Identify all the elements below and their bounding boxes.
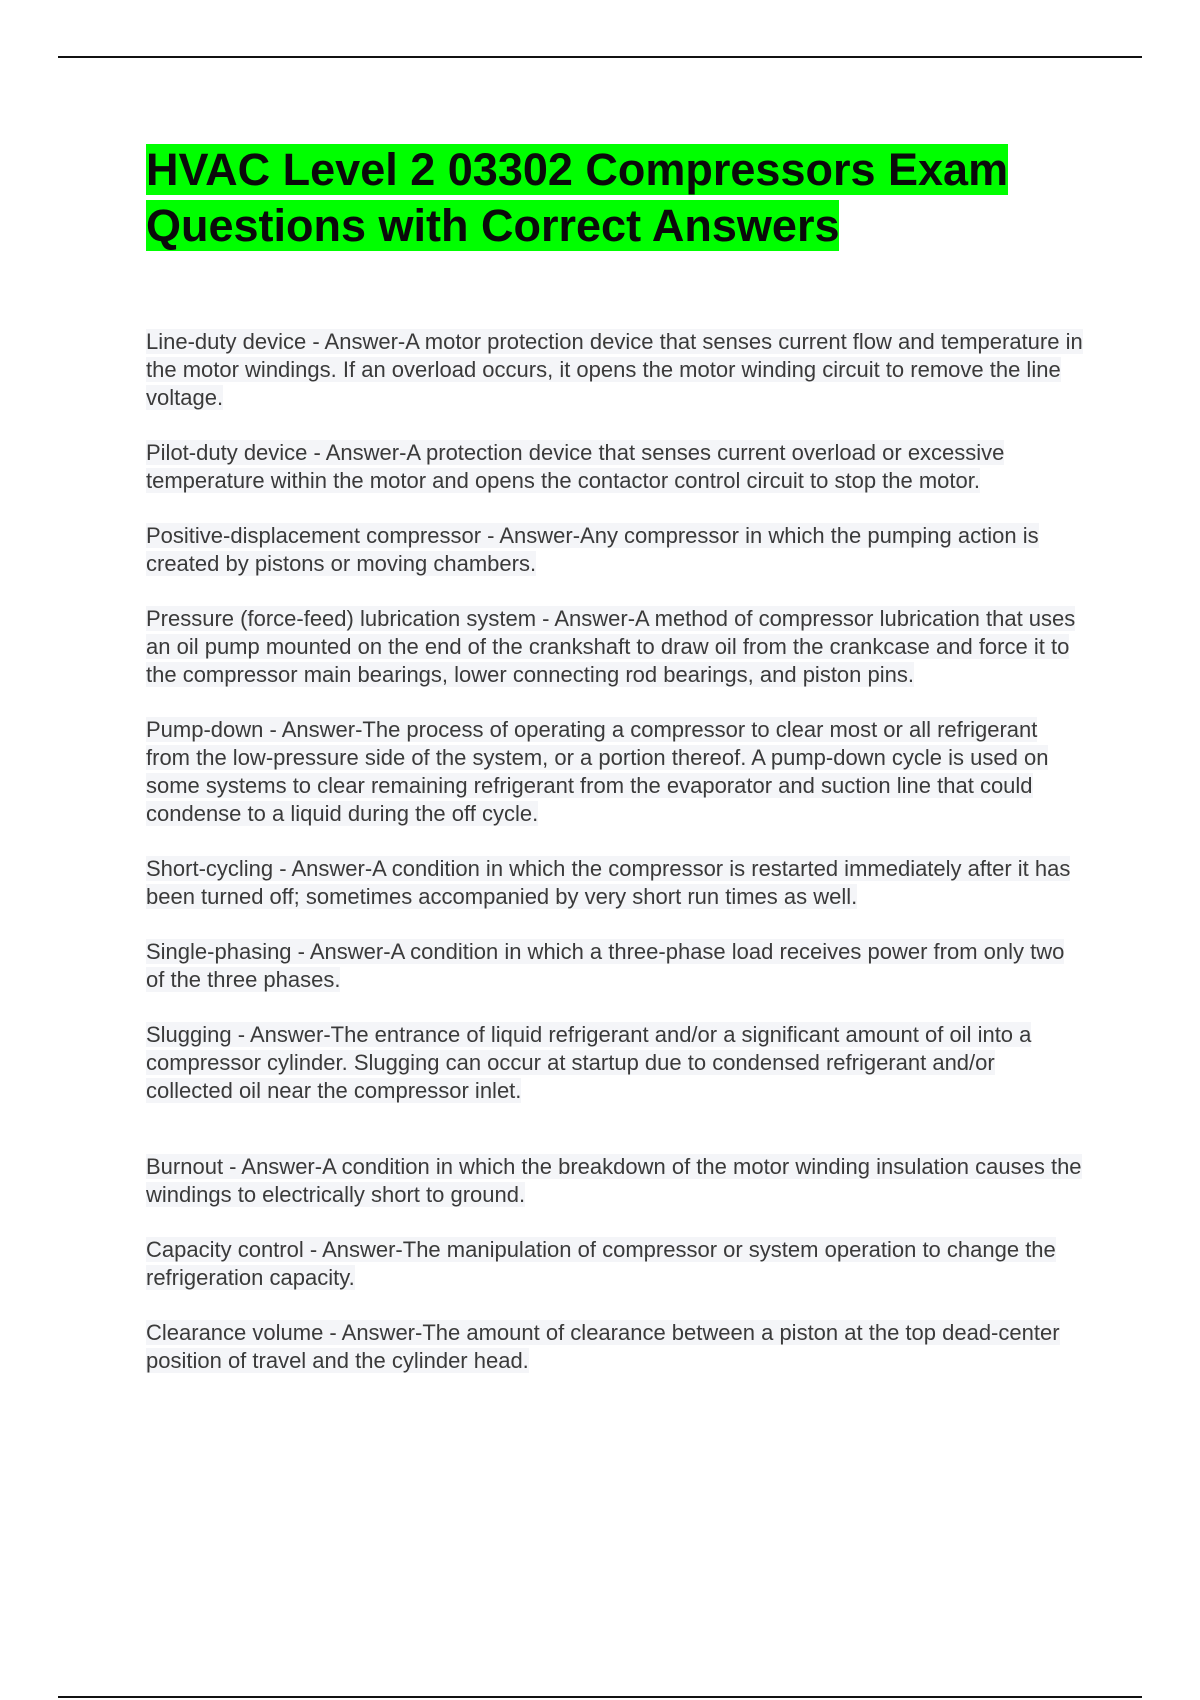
definition-text: Single-phasing - Answer-A condition in which a three-phase load receives power from only two of the three phases.	[146, 939, 1065, 992]
definition-text: Burnout - Answer-A condition in which the breakdown of the motor winding insulation causes the windings to electrically short to ground.	[146, 1154, 1082, 1207]
definition-entry	[146, 1236, 1086, 1292]
definition-entry	[146, 439, 1086, 495]
definition-text: Clearance volume - Answer-The amount of clearance between a piston at the top dead-center position of travel and the cylinder head.	[146, 1320, 1060, 1373]
document-title-text: HVAC Level 2 03302 Compressors Exam Questions with Correct Answers	[146, 144, 1009, 251]
definition-list	[146, 328, 1086, 1402]
definition-entry	[146, 1319, 1086, 1375]
bottom-rule	[58, 1696, 1142, 1698]
definition-text: Pump-down - Answer-The process of operating a compressor to clear most or all refrigerant from the low-pressure side of the system, or a portion thereof. A pump-down cycle is used on some systems to clear remaining refrigerant from the evaporator and suction line that could condense to a liquid during the off cycle.	[146, 717, 1049, 826]
definition-text: Line-duty device - Answer-A motor protection device that senses current flow and temperature in the motor windings. If an overload occurs, it opens the motor winding circuit to remove the line voltage.	[146, 329, 1083, 410]
definition-entry	[146, 938, 1086, 994]
top-rule	[58, 56, 1142, 58]
definition-entry	[146, 716, 1086, 828]
definition-text: Slugging - Answer-The entrance of liquid refrigerant and/or a significant amount of oil into a compressor cylinder. Slugging can occur at startup due to condensed refrigerant and/or collected oil near the compressor inlet.	[146, 1022, 1032, 1103]
definition-entry	[146, 1153, 1086, 1209]
definition-entry	[146, 855, 1086, 911]
definition-entry	[146, 605, 1086, 689]
definition-entry	[146, 328, 1086, 412]
definition-text: Capacity control - Answer-The manipulation of compressor or system operation to change the refrigeration capacity.	[146, 1237, 1056, 1290]
definition-text: Pilot-duty device - Answer-A protection device that senses current overload or excessive temperature within the motor and opens the contactor control circuit to stop the motor.	[146, 440, 1005, 493]
definition-text: Pressure (force-feed) lubrication system - Answer-A method of compressor lubrication that uses an oil pump mounted on the end of the crankshaft to draw oil from the crankcase and force it to the compressor main bearings, lower connecting rod bearings, and piston pins.	[146, 606, 1076, 687]
document-title	[146, 142, 1076, 254]
definition-entry	[146, 522, 1086, 578]
definition-text: Short-cycling - Answer-A condition in which the compressor is restarted immediately after it has been turned off; sometimes accompanied by very short run times as well.	[146, 856, 1071, 909]
definition-entry	[146, 1021, 1086, 1105]
definition-text: Positive-displacement compressor - Answer-Any compressor in which the pumping action is created by pistons or moving chambers.	[146, 523, 1039, 576]
